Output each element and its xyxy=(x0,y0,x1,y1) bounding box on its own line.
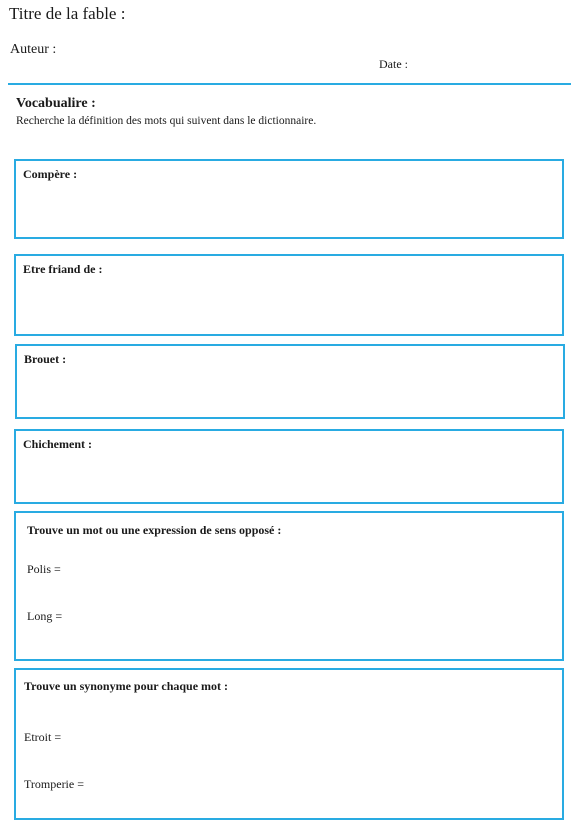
vocabulary-heading: Vocabualire : xyxy=(16,96,96,111)
antonym-item-polis[interactable]: Polis = xyxy=(27,562,61,576)
definition-label: Brouet : xyxy=(24,352,67,366)
definition-box-compere[interactable] xyxy=(14,159,564,239)
definition-box-brouet[interactable] xyxy=(15,344,565,419)
synonym-item-tromperie[interactable]: Tromperie = xyxy=(24,777,84,791)
synonyms-heading: Trouve un synonyme pour chaque mot : xyxy=(24,679,229,693)
antonyms-box xyxy=(14,511,564,661)
definition-box-friand[interactable] xyxy=(14,254,564,336)
author-label: Auteur : xyxy=(10,42,57,57)
antonyms-heading: Trouve un mot ou une expression de sens opposé : xyxy=(27,523,282,537)
definition-label: Compère : xyxy=(23,167,78,181)
fable-title-label: Titre de la fable : xyxy=(9,4,126,23)
header-divider xyxy=(8,83,571,85)
vocabulary-instruction: Recherche la définition des mots qui suivent dans le dictionnaire. xyxy=(16,115,317,127)
definition-label: Etre friand de : xyxy=(23,262,103,276)
date-label: Date : xyxy=(379,57,408,71)
definition-label: Chichement : xyxy=(23,437,92,451)
synonym-item-etroit[interactable]: Etroit = xyxy=(24,730,62,744)
definition-box-chichement[interactable] xyxy=(14,429,564,504)
synonyms-box xyxy=(14,668,564,820)
antonym-item-long[interactable]: Long = xyxy=(27,609,63,623)
